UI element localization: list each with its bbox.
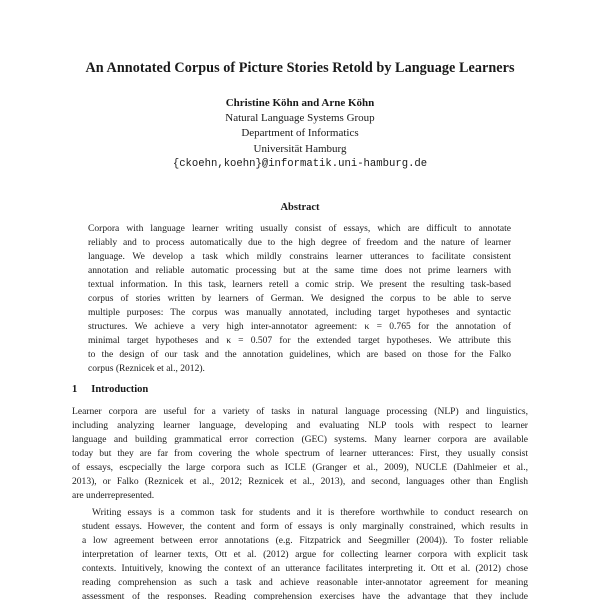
affiliation-group: Natural Language Systems Group bbox=[225, 112, 375, 125]
intro-line: are underrepresented. bbox=[72, 490, 155, 501]
section-number: 1 bbox=[72, 384, 78, 395]
author-email: {ckoehn,koehn}@informatik.uni-hamburg.de bbox=[172, 157, 428, 170]
intro-line: student essays. However, the content and form of essays is only marginally constrained, which results in bbox=[82, 521, 528, 532]
abstract-line: multiple purposes: The corpus was manually annotated, including target hypotheses and syntactic bbox=[88, 307, 511, 318]
intro-line: of essays, escpecially the large corpora such as ICLE (Granger et al., 2009), NUCLE (Dahlmeier et al., bbox=[72, 462, 528, 473]
intro-line: reading comprehension as such a task and achieve reasonable inter-annotator agreement for meaning bbox=[82, 577, 528, 588]
affiliation-department: Department of Informatics bbox=[241, 127, 359, 140]
affiliation-university: Universität Hamburg bbox=[253, 142, 347, 155]
intro-line: Learner corpora are useful for a variety of tasks in natural language processing (NLP) and linguistics, bbox=[72, 406, 528, 417]
intro-line: 2013), or Falko (Reznicek et al., 2012; Reznicek et al., 2013), and second, languages other than English bbox=[72, 476, 528, 487]
abstract-line: annotation and reliable automatic processing but at the same time does not prime learners with bbox=[88, 265, 511, 276]
abstract-line: minimal target hypotheses and κ = 0.507 for the extended target hypotheses. We attribute this bbox=[88, 335, 511, 346]
abstract-line: language. We develop a task which mildly constrains learner utterances to facilitate consistent bbox=[88, 251, 511, 262]
abstract-line: textual information. In this task, learners retell a comic strip. We present the resulting task-based bbox=[88, 279, 511, 290]
intro-line: a low agreement between error annotations (e.g. Fitzpatrick and Seegmiller (2004)). To foster reliable bbox=[82, 535, 528, 546]
author-names: Christine Köhn and Arne Köhn bbox=[225, 97, 375, 109]
intro-line: today but they are far from covering the whole spectrum of learner utterances: First, they usually consist bbox=[72, 448, 528, 459]
intro-line: Writing essays is a common task for students and it is therefore worthwhile to conduct research on bbox=[92, 507, 528, 518]
abstract-line: to the design of our task and the annotation guidelines, which are based on those for the Falko bbox=[88, 349, 511, 360]
intro-line: assessment of the responses. Reading comprehension exercises have the advantage that they include bbox=[82, 591, 528, 600]
abstract-text bbox=[88, 222, 511, 376]
abstract-heading: Abstract bbox=[280, 202, 320, 213]
intro-line: including analyzing learner language, developing and evaluating NLP tools with respect to learner bbox=[72, 420, 528, 431]
introduction-text bbox=[72, 405, 528, 600]
abstract-line: corpus of stories written by learners of German. We designed the corpus to be able to serve bbox=[88, 293, 511, 304]
intro-line: contexts. Intuitively, knowing the context of an utterance facilitates interpreting it. Ott et al. (2012) chose bbox=[82, 563, 528, 574]
section-heading bbox=[72, 384, 148, 395]
abstract-line: Corpora with language learner writing usually consist of essays, which are difficult to annotate bbox=[88, 223, 511, 234]
intro-line: interpretation of learner texts, Ott et al. (2012) argue for collecting learner corpora with explicit task bbox=[82, 549, 528, 560]
intro-paragraph bbox=[72, 506, 528, 600]
intro-paragraph bbox=[72, 405, 528, 503]
section-title: Introduction bbox=[91, 384, 149, 395]
paper-title: An Annotated Corpus of Picture Stories Retold by Language Learners bbox=[85, 60, 515, 76]
abstract-line: reliably and to process automatically due to the high degree of freedom and the nature of learner bbox=[88, 237, 511, 248]
abstract-line: structures. We achieve a very high inter-annotator agreement: κ = 0.765 for the annotation of bbox=[88, 321, 511, 332]
author-block bbox=[0, 96, 600, 172]
abstract-line: corpus (Reznicek et al., 2012). bbox=[88, 363, 205, 374]
intro-line: language and building grammatical error correction (GEC) systems. Many learner corpora are available bbox=[72, 434, 528, 445]
